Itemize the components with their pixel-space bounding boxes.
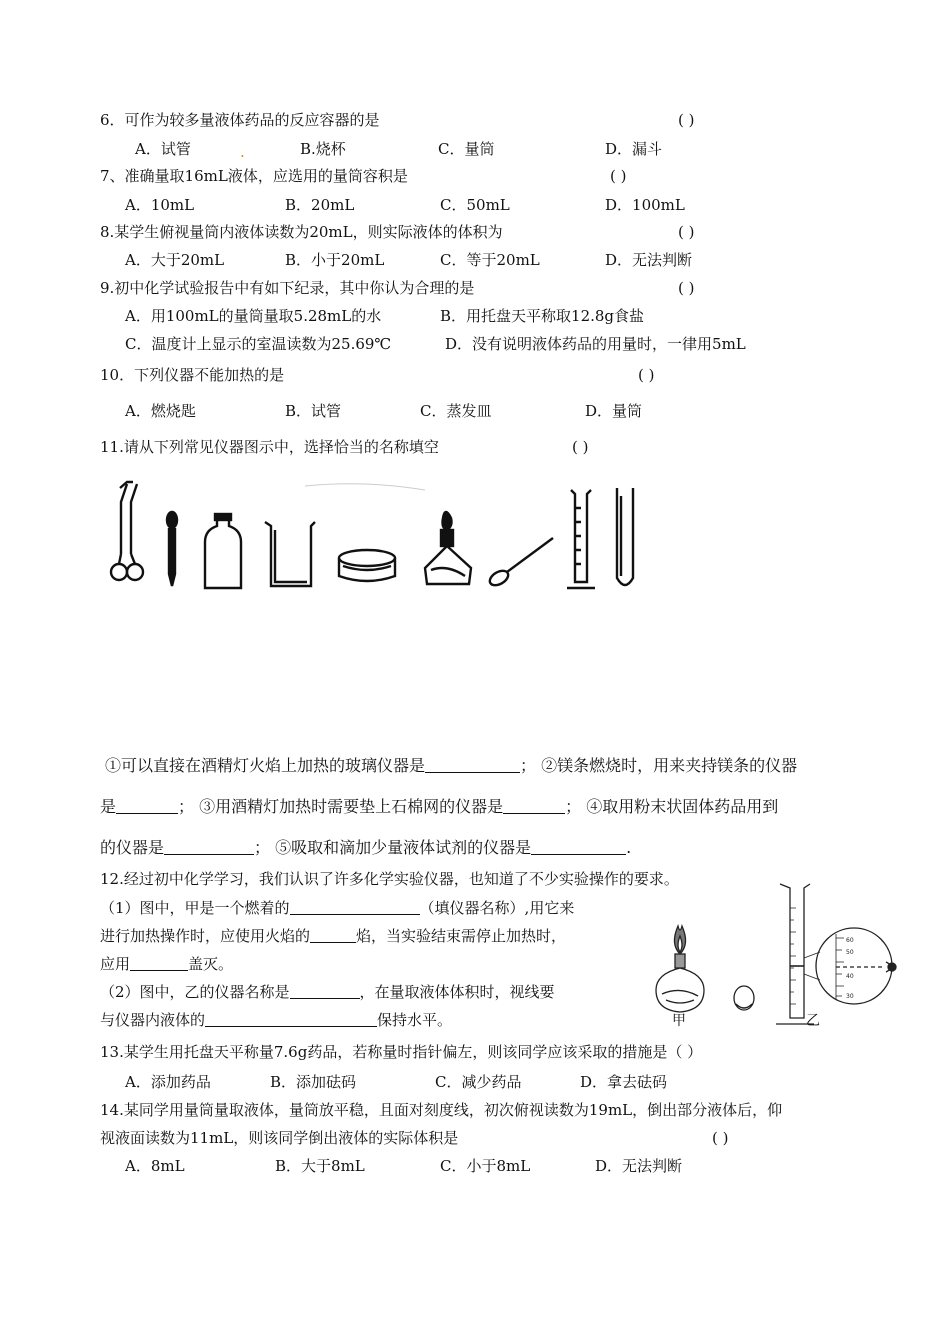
q14-stem-line1: 14.某同学用量筒量取液体，量筒放平稳，且面对刻度线，初次俯视读数为19mL，倒出部分液体后，仰 bbox=[100, 1101, 783, 1119]
q6-option-b[interactable]: B.烧杯 bbox=[300, 140, 346, 158]
q9-option-b[interactable]: B．用托盘天平称取12.8g食盐 bbox=[440, 307, 645, 325]
q14-option-a[interactable]: A．8mL bbox=[125, 1157, 185, 1175]
combustion-spoon-icon bbox=[487, 538, 553, 588]
beaker-icon bbox=[265, 522, 315, 586]
alcohol-lamp-icon bbox=[425, 512, 471, 584]
q8-option-d[interactable]: D．无法判断 bbox=[605, 251, 693, 269]
q8-option-b[interactable]: B．小于20mL bbox=[285, 251, 385, 269]
q12-p2-text-b: 焰，当实验结束需停止加热时， bbox=[356, 927, 567, 945]
q12-p1-text-a: （1）图中，甲是一个燃着的 bbox=[100, 899, 290, 917]
evaporating-dish-icon bbox=[339, 550, 395, 581]
q12-part1-line1 bbox=[100, 898, 574, 917]
scale-label-50: 50 bbox=[846, 949, 854, 956]
q13-option-b[interactable]: B．添加砝码 bbox=[270, 1073, 357, 1091]
q11-fill1-text-a: ①可以直接在酒精灯火焰上加热的玻璃仪器是 bbox=[105, 756, 426, 775]
q6-option-d[interactable]: D．漏斗 bbox=[605, 140, 663, 158]
q12-blank-4[interactable] bbox=[290, 982, 360, 999]
q12-p5-text-a: 与仪器内液体的 bbox=[100, 1011, 206, 1029]
q12-p1-text-b: （填仪器名称）,用它来 bbox=[419, 899, 575, 917]
q11-fill3-text-c: . bbox=[626, 838, 632, 857]
q11-fill3-text-b: ； ⑤吸取和滴加少量液体试剂的仪器是 bbox=[254, 838, 532, 857]
q12-blank-2[interactable] bbox=[310, 926, 356, 943]
q9-stem: 9.初中化学试验报告中有如下纪录，其中你认为合理的是 bbox=[100, 279, 475, 297]
q14-option-d[interactable]: D．无法判断 bbox=[595, 1157, 683, 1175]
graduated-cylinder-icon bbox=[567, 490, 595, 588]
q11-fill2-text-b: ； ③用酒精灯加热时需要垫上石棉网的仪器是 bbox=[178, 797, 504, 816]
q11-blank-3[interactable] bbox=[503, 797, 565, 814]
q12-p4-text-a: （2）图中，乙的仪器名称是 bbox=[100, 983, 290, 1001]
q11-fill-line-3 bbox=[100, 838, 631, 857]
q11-blank-1[interactable] bbox=[425, 756, 520, 773]
q12-part2-line1 bbox=[100, 982, 555, 1001]
label-jia: 甲 bbox=[672, 1013, 686, 1029]
burning-alcohol-lamp-icon bbox=[656, 926, 754, 1012]
q11-fill3-text-a: 的仪器是 bbox=[100, 838, 165, 857]
crucible-tongs-icon bbox=[111, 482, 143, 580]
q6-option-c[interactable]: C．量筒 bbox=[438, 140, 495, 158]
q14-option-b[interactable]: B．大于8mL bbox=[275, 1157, 365, 1175]
q11-blank-5[interactable] bbox=[531, 838, 626, 855]
q12-figure bbox=[640, 878, 910, 1030]
q12-part2-line2 bbox=[100, 1010, 452, 1029]
q7-option-b[interactable]: B．20mL bbox=[285, 196, 355, 214]
q13-stem: 13.某学生用托盘天平称量7.6g药品，若称量时指针偏左，则该同学应该采取的措施是（ ） bbox=[100, 1043, 703, 1061]
reagent-bottle-icon bbox=[205, 514, 241, 588]
q11-answer-paren[interactable]: ( ) bbox=[572, 438, 589, 456]
q9-option-a[interactable]: A．用100mL的量筒量取5.28mL的水 bbox=[125, 307, 382, 325]
q12-part1-line3 bbox=[100, 954, 233, 973]
q12-part1-line2 bbox=[100, 926, 566, 945]
q10-answer-paren[interactable]: ( ) bbox=[638, 366, 655, 384]
q10-option-c[interactable]: C．蒸发皿 bbox=[420, 402, 492, 420]
q12-p3-text-a: 应用 bbox=[100, 955, 131, 973]
q12-p4-text-b: ，在量取液体体积时，视线要 bbox=[359, 983, 555, 1001]
label-yi: 乙 bbox=[806, 1013, 820, 1029]
q14-option-c[interactable]: C．小于8mL bbox=[440, 1157, 531, 1175]
q7-option-c[interactable]: C．50mL bbox=[440, 196, 510, 214]
q11-fill1-text-b: ； ②镁条燃烧时，用来夹持镁条的仪器 bbox=[520, 756, 798, 775]
q9-answer-paren[interactable]: ( ) bbox=[678, 279, 695, 297]
q8-answer-paren[interactable]: ( ) bbox=[678, 223, 695, 241]
q7-option-d[interactable]: D．100mL bbox=[605, 196, 685, 214]
q7-option-a[interactable]: A．10mL bbox=[125, 196, 195, 214]
q9-option-d[interactable]: D．没有说明液体药品的用量时，一律用5mL bbox=[445, 335, 746, 353]
q10-stem: 10．下列仪器不能加热的是 bbox=[100, 366, 285, 384]
q7-stem: 7、准确量取16mL液体，应选用的量筒容积是 bbox=[100, 167, 408, 185]
q11-stem: 11.请从下列常见仪器图示中，选择恰当的名称填空 bbox=[100, 438, 439, 456]
q8-option-c[interactable]: C．等于20mL bbox=[440, 251, 540, 269]
q11-fill-line-2 bbox=[100, 797, 778, 816]
graduated-cylinder-scale-icon bbox=[776, 884, 896, 1024]
q8-option-a[interactable]: A．大于20mL bbox=[125, 251, 225, 269]
q12-p2-text-a: 进行加热操作时，应使用火焰的 bbox=[100, 927, 311, 945]
q13-option-c[interactable]: C．减少药品 bbox=[435, 1073, 522, 1091]
q10-option-b[interactable]: B．试管 bbox=[285, 402, 342, 420]
q9-option-c[interactable]: C．温度计上显示的室温读数为25.69℃ bbox=[125, 335, 392, 353]
q7-answer-paren[interactable]: ( ) bbox=[610, 167, 627, 185]
dropper-icon bbox=[167, 512, 177, 586]
q13-option-a[interactable]: A．添加药品 bbox=[125, 1073, 211, 1091]
q6-answer-paren[interactable]: ( ) bbox=[678, 111, 695, 129]
q10-option-a[interactable]: A．燃烧匙 bbox=[125, 402, 196, 420]
scale-label-60: 60 bbox=[846, 937, 854, 944]
stray-dot: . bbox=[240, 143, 245, 161]
q11-blank-2[interactable] bbox=[116, 797, 178, 814]
q14-stem-line2: 视液面读数为11mL，则该同学倒出液体的实际体积是 bbox=[100, 1129, 459, 1147]
q12-p3-text-b: 盖灭。 bbox=[188, 955, 234, 973]
q6-option-a[interactable]: A．试管 bbox=[135, 140, 191, 158]
q8-stem: 8.某学生俯视量筒内液体读数为20mL，则实际液体的体积为 bbox=[100, 223, 503, 241]
scale-label-40: 40 bbox=[846, 973, 854, 980]
q13-option-d[interactable]: D．拿去砝码 bbox=[580, 1073, 668, 1091]
q12-stem: 12.经过初中化学学习，我们认识了许多化学实验仪器，也知道了不少实验操作的要求。 bbox=[100, 870, 679, 888]
q11-fill2-text-c: ； ④取用粉末状固体药品用到 bbox=[565, 797, 779, 816]
q11-fill2-text-a: 是 bbox=[100, 797, 117, 816]
q14-answer-paren[interactable]: ( ) bbox=[712, 1129, 729, 1147]
q11-blank-4[interactable] bbox=[164, 838, 254, 855]
q10-option-d[interactable]: D．量筒 bbox=[585, 402, 643, 420]
q12-blank-3[interactable] bbox=[130, 954, 188, 971]
q12-blank-5[interactable] bbox=[205, 1010, 377, 1027]
q12-p5-text-b: 保持水平。 bbox=[377, 1011, 453, 1029]
test-tube-icon bbox=[617, 488, 633, 585]
q6-stem: 6．可作为较多量液体药品的反应容器的是 bbox=[100, 111, 380, 129]
scale-label-30: 30 bbox=[846, 993, 854, 1000]
lab-instruments-figure bbox=[105, 478, 645, 598]
q12-blank-1[interactable] bbox=[290, 898, 420, 915]
q11-fill-line-1 bbox=[105, 756, 797, 775]
